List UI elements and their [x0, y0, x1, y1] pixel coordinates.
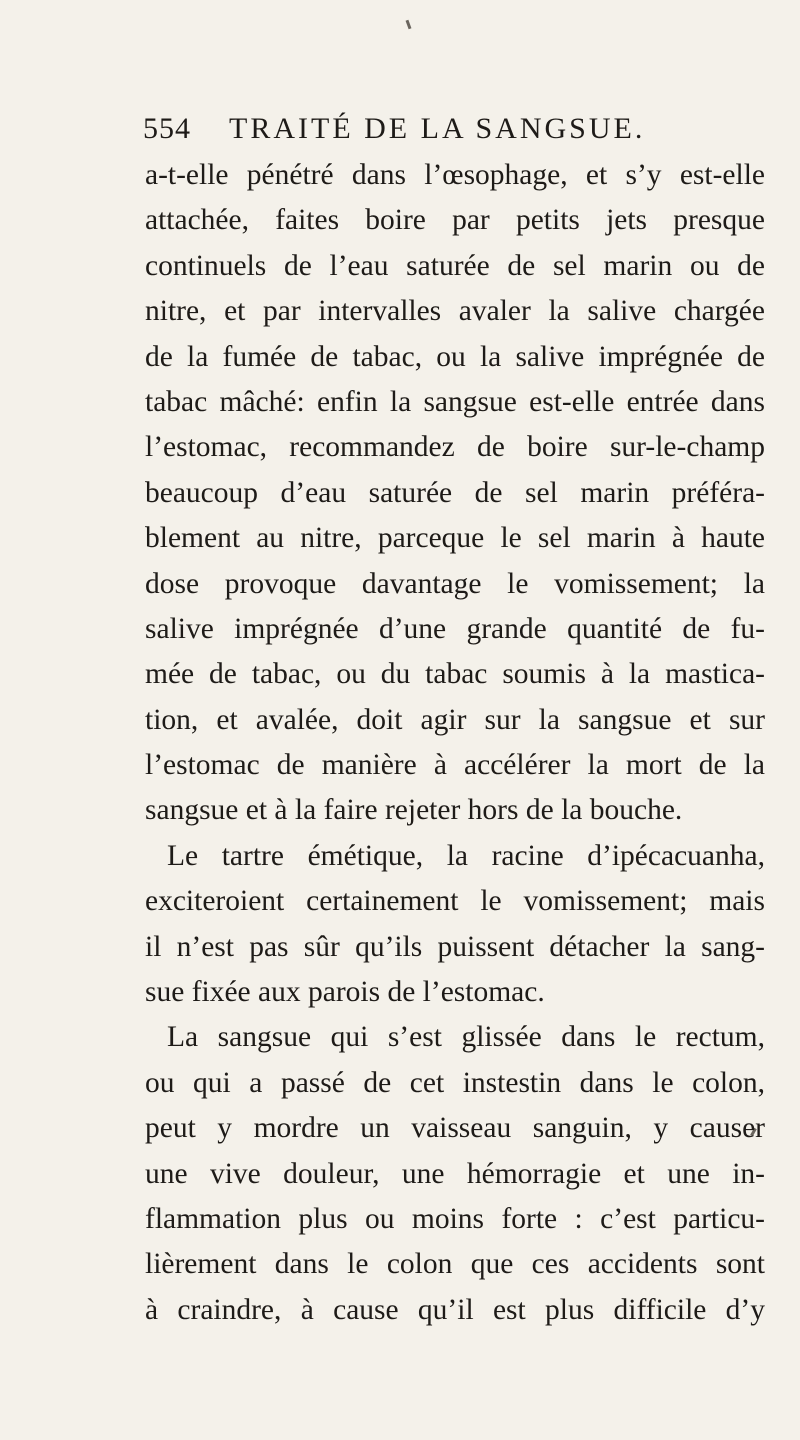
text-line: lièrement dans le colon que ces accidents sont [145, 1248, 765, 1281]
text-line: l’estomac, recommandez de boire sur-le-champ [145, 431, 765, 464]
page-number: 554 [143, 112, 191, 145]
text-line: mée de tabac, ou du tabac soumis à la mastica- [145, 658, 765, 691]
body-text [145, 153, 765, 1333]
paragraph-end-line: sue fixée aux parois de l’estomac. [145, 976, 545, 1009]
text-line: à craindre, à cause qu’il est plus difficile d’y [145, 1293, 765, 1326]
text-line: de la fumée de tabac, ou la salive imprégnée de [145, 340, 765, 373]
text-line: l’estomac de manière à accélérer la mort de la [145, 749, 765, 782]
text-line: peut y mordre un vaisseau sanguin, y causer [145, 1112, 765, 1145]
text-line: dose provoque davantage le vomissement; la [145, 567, 765, 600]
text-line: il n’est pas sûr qu’ils puissent détacher la sang- [145, 930, 765, 963]
text-line: une vive douleur, une hémorragie et une in- [145, 1157, 765, 1190]
text-line: tion, et avalée, doit agir sur la sangsue et sur [145, 703, 765, 736]
text-line: a-t-elle pénétré dans l’œsophage, et s’y est-elle [145, 159, 765, 191]
paragraph-start-line: La sangsue qui s’est glissée dans le rectum, [167, 1021, 765, 1054]
ink-speck [406, 20, 412, 29]
page-header [143, 110, 763, 150]
paragraph-end-line: sangsue et à la faire rejeter hors de la bouche. [145, 794, 683, 827]
text-line: tabac mâché: enfin la sangsue est-elle entrée dans [145, 385, 765, 418]
text-line: ou qui a passé de cet instestin dans le colon, [145, 1066, 765, 1099]
text-line: attachée, faites boire par petits jets presque [145, 204, 765, 237]
paragraph-start-line: Le tartre émétique, la racine d’ipécacuanha, [167, 839, 765, 872]
text-line: exciteroient certainement le vomissement; mais [145, 885, 765, 918]
text-line: salive imprégnée d’une grande quantité de fu- [145, 612, 765, 645]
running-title: TRAITÉ DE LA SANGSUE. [229, 112, 646, 145]
text-line: blement au nitre, parceque le sel marin à haute [145, 522, 765, 555]
text-line: beaucoup d’eau saturée de sel marin préféra- [145, 476, 765, 509]
text-line: continuels de l’eau saturée de sel marin ou de [145, 249, 765, 282]
text-line: flammation plus ou moins forte : c’est particu- [145, 1202, 765, 1235]
text-line: nitre, et par intervalles avaler la salive chargée [145, 295, 765, 328]
